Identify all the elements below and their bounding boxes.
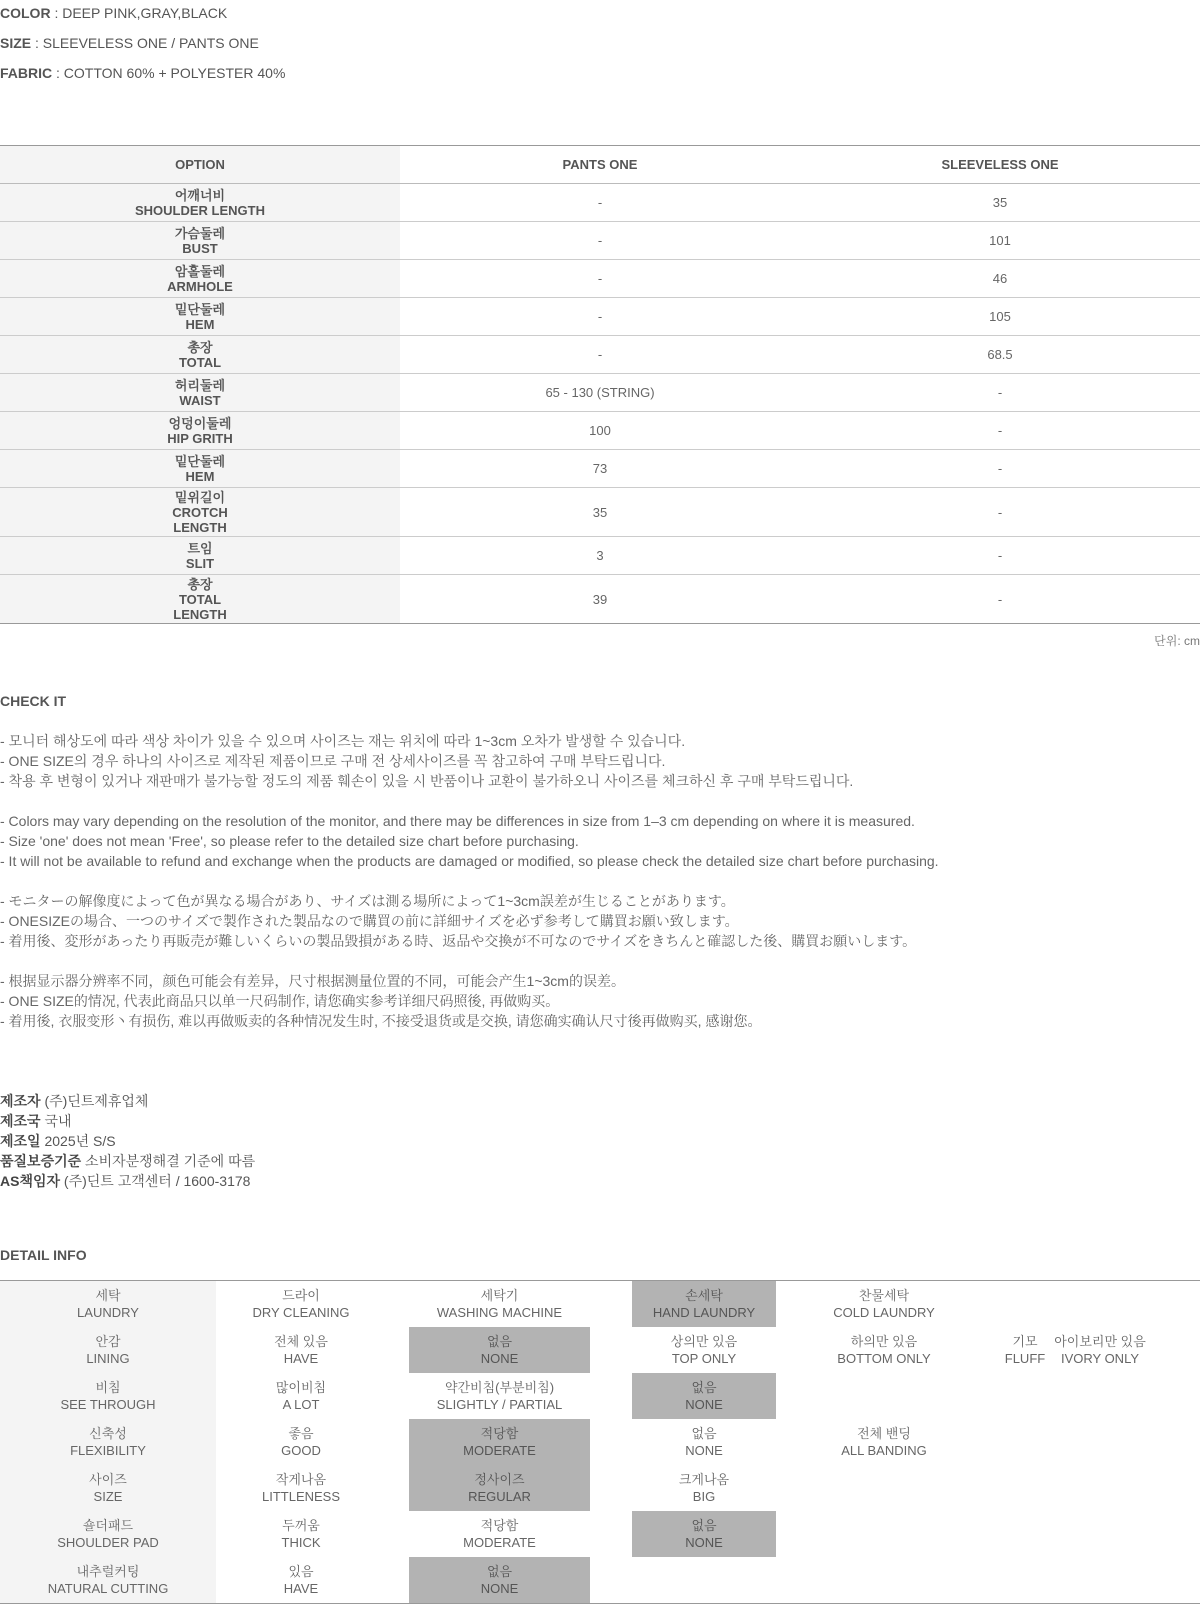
measure-label-en: HEM (185, 316, 215, 332)
size-label: SIZE (0, 35, 32, 51)
header-option: OPTION (0, 146, 400, 184)
detail-option-selected-ko: 손세탁 (685, 1288, 723, 1303)
detail-option-ko: 약간비침(부분비침) (444, 1380, 555, 1395)
detail-option-ko: 적당함 (480, 1518, 519, 1533)
detail-option-en: A LOT (282, 1397, 320, 1412)
size-table-body (0, 184, 1200, 624)
measure-label (0, 374, 400, 412)
color-label: COLOR (0, 5, 51, 21)
measure-label-en: SLIT (185, 555, 215, 571)
header-pants-one: PANTS ONE (400, 146, 800, 184)
measure-label-ko: 총장 (187, 576, 213, 592)
detail-row-label-ko: 세탁 (95, 1288, 121, 1303)
detail-option-en: IVORY ONLY (1060, 1351, 1140, 1366)
measure-value-pants: - (400, 336, 800, 374)
maker-value: 국내 (44, 1113, 72, 1129)
maker-label: AS책임자 (0, 1173, 61, 1189)
measure-label-ko: 암홀둘레 (174, 263, 226, 279)
unit-note: 단위: cm (1154, 634, 1200, 648)
size-table-row (0, 412, 1200, 450)
size-table-row (0, 575, 1200, 624)
note-line: - 착용 후 변형이 있거나 재판매가 불가능할 정도의 제품 훼손이 있을 시 반품이나 교환이 불가하오니 사이즈를 체크하신 후 구매 부탁드립니다. (0, 773, 854, 789)
measure-label-ko: 엉덩이둘레 (168, 415, 232, 431)
measure-label (0, 450, 400, 488)
measure-label (0, 184, 400, 222)
measure-label (0, 222, 400, 260)
detail-option-selected-ko: 없음 (486, 1334, 513, 1349)
measure-label-ko: 밑단둘레 (174, 301, 226, 317)
note-line: - 着用後, 衣服变形丶有损伤, 难以再做贩卖的各种情况发生时, 不接受退货或是交换, 请您确实确认尺寸後再做购买, 感谢您。 (0, 1013, 762, 1029)
measure-value-sleeveless: - (800, 412, 1200, 450)
detail-option (776, 1281, 992, 1327)
measure-label (0, 412, 400, 450)
detail-option (216, 1511, 386, 1557)
detail-option-en: GOOD (281, 1443, 321, 1458)
note-line: - It will not be available to refund and exchange when the products are damaged or modified, so please check the detailed size chart before purchasing. (0, 853, 939, 869)
detail-option-en: MODERATE (463, 1535, 536, 1550)
note-line: - Size 'one' does not mean 'Free', so please refer to the detailed size chart before purchasing. (0, 833, 579, 849)
measure-value-sleeveless: 35 (800, 184, 1200, 222)
measure-label-en2: LENGTH (173, 519, 227, 535)
detail-row-label-en: LINING (86, 1351, 130, 1366)
detail-option-ko: 작게나옴 (275, 1472, 327, 1487)
fabric-label: FABRIC (0, 65, 53, 81)
note-line: - 根据显示器分辨率不同，颜色可能会有差异，尺寸根据测量位置的不同，可能会产生1~3cm的误差。 (0, 973, 625, 989)
detail-option-ko: 드라이 (282, 1288, 320, 1303)
maker-label: 제조일 (0, 1133, 41, 1149)
detail-option-en: ALL BANDING (841, 1443, 927, 1458)
detail-option-selected (632, 1511, 776, 1557)
maker-row (0, 1131, 255, 1151)
detail-row-label-en: SIZE (93, 1489, 123, 1504)
notes-japanese (0, 891, 1200, 951)
measure-value-sleeveless: - (800, 450, 1200, 488)
detail-row-label-ko: 내추럴커팅 (76, 1564, 140, 1579)
measure-label-en: BUST (182, 240, 218, 256)
note-line: - 모니터 해상도에 따라 색상 차이가 있을 수 있으며 사이즈는 재는 위치에 따라 1~3cm 오차가 발생할 수 있습니다. (0, 733, 686, 749)
detail-row-label-en: FLEXIBILITY (70, 1443, 146, 1458)
maker-value: 소비자분쟁해결 기준에 따름 (85, 1153, 256, 1169)
measure-label-en: HIP GRITH (167, 430, 233, 446)
measure-label-ko: 트임 (187, 540, 213, 556)
size-table-row (0, 374, 1200, 412)
size-table-row (0, 222, 1200, 260)
maker-label: 제조국 (0, 1113, 41, 1129)
size-table-row (0, 260, 1200, 298)
measure-label-en: SHOULDER LENGTH (135, 202, 265, 218)
measure-value-sleeveless: 68.5 (800, 336, 1200, 374)
detail-option (216, 1419, 386, 1465)
measure-label-en: TOTAL (178, 591, 222, 607)
detail-option-selected-en: REGULAR (468, 1489, 531, 1504)
measure-label-en: TOTAL (178, 354, 222, 370)
detail-option-en: COLD LAUNDRY (833, 1305, 935, 1320)
size-table-row (0, 298, 1200, 336)
detail-option-selected-en: NONE (480, 1351, 519, 1366)
detail-option (632, 1419, 776, 1465)
detail-row-label (0, 1419, 216, 1465)
detail-option-selected (632, 1373, 776, 1419)
measure-label-en: WAIST (179, 392, 221, 408)
detail-info-title: DETAIL INFO (0, 1247, 87, 1263)
detail-option (409, 1373, 590, 1419)
size-table (0, 145, 1200, 624)
color-info (0, 5, 227, 21)
measure-value-pants: - (400, 184, 800, 222)
size-table-row (0, 537, 1200, 575)
detail-option-ko: 기모 (1012, 1334, 1038, 1349)
check-it-notes (0, 731, 1200, 1051)
note-line: - 着用後、変形があったり再販売が難しいくらいの製品毀損がある時、返品や交換が不可なのでサイズをきちんと確認した後、購買お願いします。 (0, 933, 917, 949)
detail-option (632, 1327, 776, 1373)
detail-option-selected-ko: 정사이즈 (474, 1472, 525, 1487)
detail-option-selected-en: MODERATE (463, 1443, 536, 1458)
detail-option-ko: 세탁기 (480, 1288, 519, 1303)
detail-row-label (0, 1557, 216, 1603)
detail-row-label (0, 1281, 216, 1327)
detail-option-ko: 하의만 있음 (850, 1334, 918, 1349)
detail-option-en: HAVE (283, 1581, 319, 1596)
detail-row-label-ko: 사이즈 (89, 1472, 127, 1487)
measure-value-pants: - (400, 260, 800, 298)
note-line: - ONESIZEの場合、一つのサイズで製作された製品なので購買の前に詳細サイズを必ず参考して購買お願い致します。 (0, 913, 739, 929)
detail-option-selected-en: NONE (685, 1535, 723, 1550)
detail-row-label-ko: 안감 (95, 1334, 121, 1349)
size-table-row (0, 488, 1200, 537)
detail-option-selected (409, 1327, 590, 1373)
measure-label (0, 298, 400, 336)
size-table-row (0, 184, 1200, 222)
detail-row-label-ko: 숄더패드 (82, 1518, 134, 1533)
detail-option-en: TOP ONLY (671, 1351, 737, 1366)
maker-row (0, 1171, 255, 1191)
measure-value-pants: 35 (400, 488, 800, 537)
detail-option-selected (409, 1557, 590, 1603)
detail-option-ko: 좋음 (288, 1426, 314, 1441)
measure-value-pants: 73 (400, 450, 800, 488)
detail-option-ko: 두꺼움 (282, 1518, 320, 1533)
measure-value-pants: 3 (400, 537, 800, 575)
detail-option-selected (409, 1465, 590, 1511)
detail-option (216, 1557, 386, 1603)
detail-option-en: THICK (281, 1535, 321, 1550)
detail-option-en: LITTLENESS (261, 1489, 341, 1504)
size-value: : SLEEVELESS ONE / PANTS ONE (35, 35, 259, 51)
detail-option-selected-ko: 없음 (691, 1380, 717, 1395)
detail-option-en: FLUFF (1004, 1351, 1046, 1366)
maker-label: 제조자 (0, 1093, 41, 1109)
detail-option-en: DRY CLEANING (252, 1305, 350, 1320)
measure-label-ko: 밑위길이 (174, 489, 226, 505)
detail-option (409, 1511, 590, 1557)
detail-row-label (0, 1465, 216, 1511)
measure-value-sleeveless: - (800, 537, 1200, 575)
measure-label-ko: 가슴둘레 (174, 225, 226, 241)
measure-label-en: HEM (185, 468, 215, 484)
detail-option-en: WASHING MACHINE (436, 1305, 563, 1320)
detail-option-ko: 없음 (691, 1426, 717, 1441)
size-info (0, 35, 259, 51)
detail-option (409, 1281, 590, 1327)
measure-value-pants: - (400, 298, 800, 336)
measure-value-sleeveless: - (800, 488, 1200, 537)
detail-option (216, 1373, 386, 1419)
measure-value-sleeveless: 46 (800, 260, 1200, 298)
fabric-value: : COTTON 60% + POLYESTER 40% (56, 65, 286, 81)
detail-info-grid (0, 1280, 1200, 1604)
detail-row-label (0, 1511, 216, 1557)
detail-option-ko: 있음 (288, 1564, 314, 1579)
maker-row (0, 1091, 255, 1111)
detail-option (216, 1465, 386, 1511)
detail-row-label-ko: 비침 (95, 1380, 121, 1395)
measure-label-ko: 허리둘레 (174, 377, 226, 393)
detail-row-label-en: NATURAL CUTTING (47, 1581, 169, 1596)
notes-korean (0, 731, 1200, 791)
detail-option-selected-ko: 없음 (486, 1564, 513, 1579)
measure-label (0, 488, 400, 537)
measure-value-sleeveless: - (800, 374, 1200, 412)
measure-label (0, 575, 400, 624)
measure-value-pants: 65 - 130 (STRING) (400, 374, 800, 412)
measure-label (0, 260, 400, 298)
detail-option-en: BOTTOM ONLY (837, 1351, 931, 1366)
maker-row (0, 1151, 255, 1171)
check-it-title: CHECK IT (0, 693, 67, 709)
measure-value-pants: 39 (400, 575, 800, 624)
detail-row-label-en: SEE THROUGH (60, 1397, 156, 1412)
measure-label-en: CROTCH (172, 504, 228, 520)
maker-value: 2025년 S/S (44, 1133, 116, 1149)
detail-option-selected-en: HAND LAUNDRY (652, 1305, 756, 1320)
detail-row-label-en: LAUNDRY (77, 1305, 139, 1320)
notes-chinese (0, 971, 1200, 1031)
detail-option-selected (632, 1281, 776, 1327)
detail-option-selected-ko: 적당함 (480, 1426, 519, 1441)
measure-value-pants: 100 (400, 412, 800, 450)
detail-option (1025, 1327, 1175, 1373)
manufacturer-info (0, 1091, 255, 1191)
detail-row-label (0, 1373, 216, 1419)
measure-label-ko: 어깨너비 (174, 187, 226, 203)
note-line: - モニターの解像度によって色が異なる場合があり、サイズは測る場所によって1~3cm誤差が生じることがあります。 (0, 893, 735, 909)
detail-option-ko: 크게나옴 (678, 1472, 730, 1487)
note-line: - ONE SIZE의 경우 하나의 사이즈로 제작된 제품이므로 구매 전 상세사이즈를 꼭 참고하여 구매 부탁드립니다. (0, 753, 666, 769)
detail-option-ko: 아이보리만 있음 (1054, 1334, 1146, 1349)
note-line: - Colors may vary depending on the resolution of the monitor, and there may be differences in size from 1–3 cm depending on where it is measured. (0, 813, 915, 829)
detail-option (632, 1465, 776, 1511)
maker-value: (주)딘트 고객센터 / 1600-3178 (63, 1173, 251, 1189)
note-line: - ONE SIZE的情况, 代表此商品只以单一尺码制作, 请您确实参考详细尺码照後, 再做购买。 (0, 993, 560, 1009)
detail-option-en: NONE (685, 1443, 723, 1458)
header-sleeveless-one: SLEEVELESS ONE (800, 146, 1200, 184)
measure-label-en: ARMHOLE (167, 278, 233, 294)
notes-english (0, 811, 1200, 871)
detail-option-en: SLIGHTLY / PARTIAL (436, 1397, 563, 1412)
detail-option-en: BIG (692, 1489, 716, 1504)
detail-option (776, 1327, 992, 1373)
detail-option-ko: 전체 있음 (274, 1334, 328, 1349)
measure-label-ko: 밑단둘레 (174, 453, 226, 469)
detail-option-selected-en: NONE (480, 1581, 519, 1596)
measure-label-en2: LENGTH (173, 606, 227, 622)
detail-option-selected (409, 1419, 590, 1465)
measure-value-sleeveless: 101 (800, 222, 1200, 260)
measure-label (0, 336, 400, 374)
detail-option-ko: 상의만 있음 (670, 1334, 738, 1349)
detail-row-label (0, 1327, 216, 1373)
measure-label-ko: 총장 (187, 339, 213, 355)
maker-label: 품질보증기준 (0, 1153, 82, 1169)
measure-value-pants: - (400, 222, 800, 260)
size-table-row (0, 336, 1200, 374)
detail-option-ko: 많이비침 (275, 1380, 327, 1395)
size-table-row (0, 450, 1200, 488)
detail-option-ko: 찬물세탁 (858, 1288, 910, 1303)
detail-option (776, 1419, 992, 1465)
measure-value-sleeveless: 105 (800, 298, 1200, 336)
maker-row (0, 1111, 255, 1131)
detail-option (216, 1281, 386, 1327)
detail-row-label-ko: 신축성 (89, 1426, 127, 1441)
measure-label (0, 537, 400, 575)
detail-option-ko: 전체 밴딩 (857, 1426, 911, 1441)
fabric-info (0, 65, 285, 81)
detail-option-en: HAVE (283, 1351, 319, 1366)
detail-option-selected-ko: 없음 (691, 1518, 717, 1533)
maker-value: (주)딘트제휴업체 (44, 1093, 149, 1109)
detail-option-selected-en: NONE (685, 1397, 723, 1412)
measure-value-sleeveless: - (800, 575, 1200, 624)
detail-row-label-en: SHOULDER PAD (57, 1535, 159, 1550)
detail-option (216, 1327, 386, 1373)
color-value: : DEEP PINK,GRAY,BLACK (54, 5, 228, 21)
